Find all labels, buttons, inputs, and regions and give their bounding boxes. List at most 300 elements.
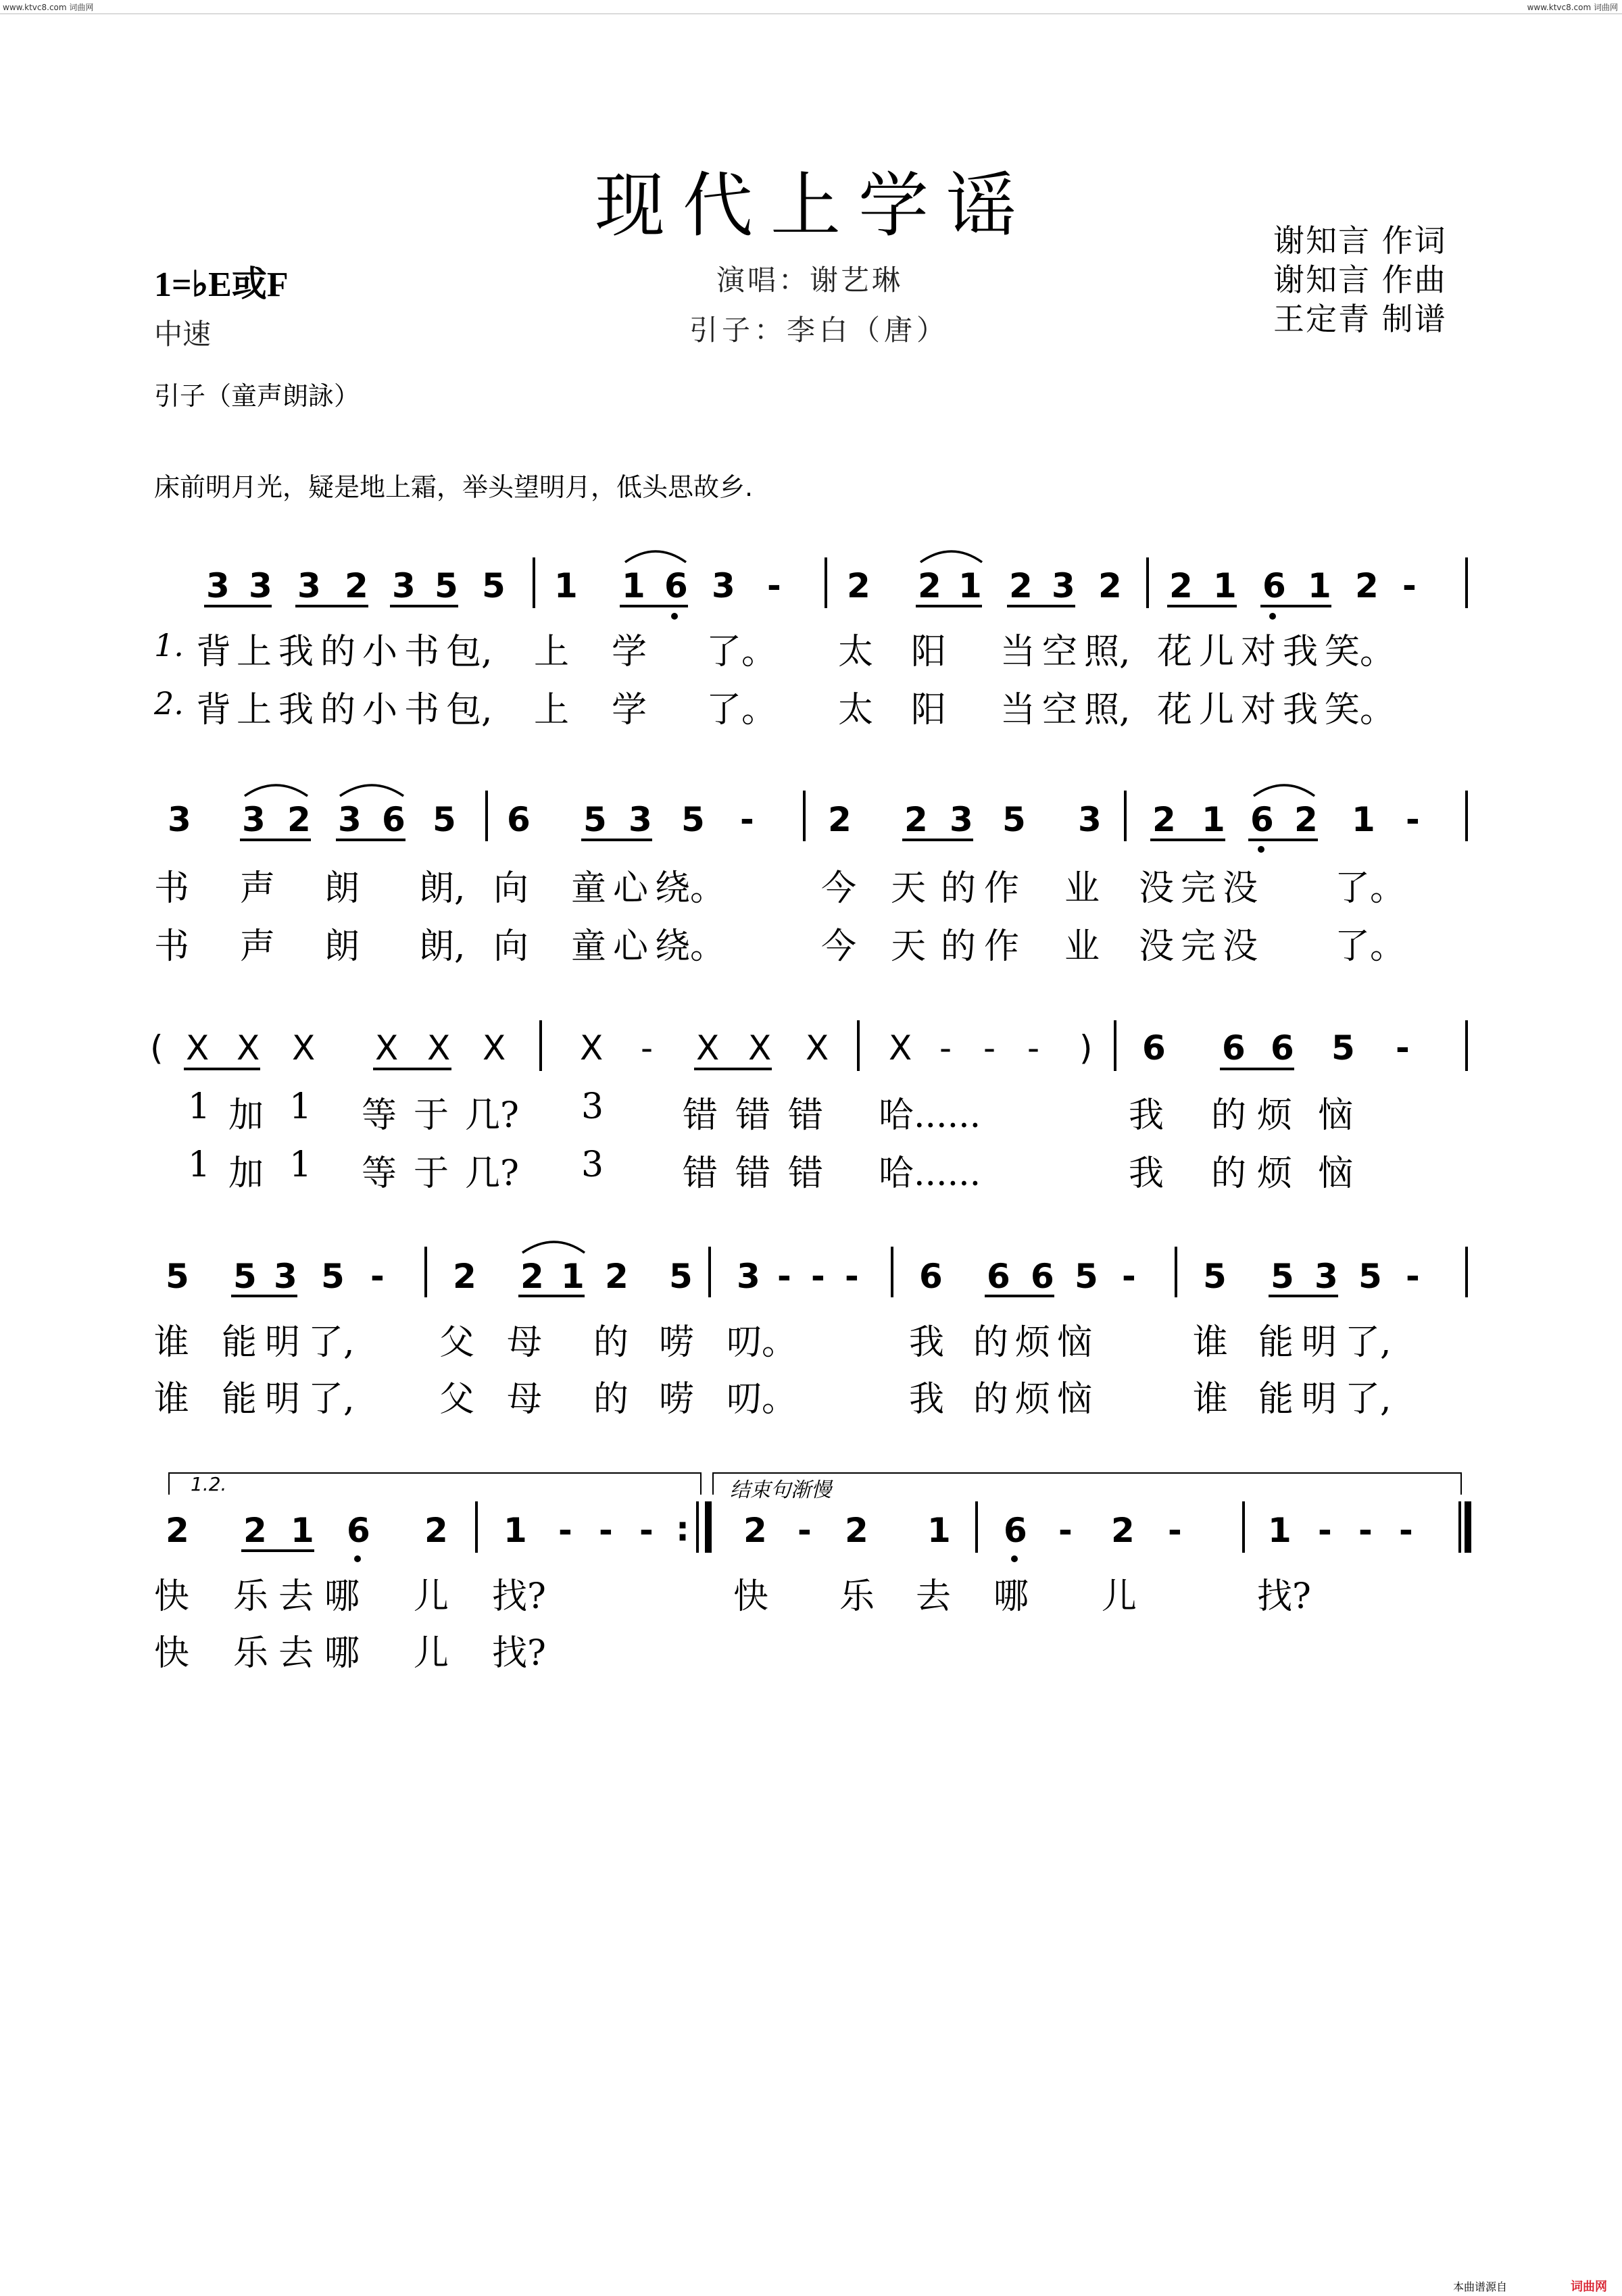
lyric: 唠 <box>659 1379 695 1420</box>
note: 1 <box>291 1511 314 1550</box>
note: 1 <box>1213 566 1237 605</box>
note: 3 <box>1314 1257 1338 1296</box>
lyric: 我 <box>278 690 314 730</box>
lyric: 学 <box>612 632 647 672</box>
lyric: 能 <box>222 1322 257 1363</box>
lyric: 照, <box>1084 632 1131 672</box>
note-dash: - <box>767 566 781 605</box>
site-watermark-right: www.ktvc8.com 词曲网 <box>1527 3 1618 12</box>
lyric: 加 <box>228 1095 264 1136</box>
note: 1 <box>958 566 982 605</box>
lyric: 了, <box>1345 1322 1392 1363</box>
repeat-end-barline <box>705 1501 712 1553</box>
lyric: 童 <box>571 868 607 909</box>
lyric: 小 <box>362 690 398 730</box>
lyric: 错 <box>788 1095 824 1136</box>
lyric: 快 <box>733 1576 769 1617</box>
lyric: 1 <box>289 1145 312 1185</box>
note: 1 <box>1268 1511 1292 1550</box>
lyric: 于 <box>414 1095 449 1136</box>
lyric: 了, <box>1345 1379 1392 1420</box>
note-dash: - <box>777 1257 791 1296</box>
lyric: 的 <box>593 1379 629 1420</box>
final-thin-barline <box>1458 1501 1461 1553</box>
lyric: 花 <box>1157 632 1193 672</box>
lyric: 哪 <box>993 1576 1029 1617</box>
note: 5 <box>482 566 506 605</box>
note-x: X <box>483 1028 506 1068</box>
repeat-end-thin-line <box>696 1501 699 1553</box>
key-signature: 1=♭E或F <box>154 266 289 304</box>
tie <box>245 785 308 796</box>
lyric: 哪 <box>324 1576 360 1617</box>
note: 6 <box>1004 1511 1027 1550</box>
note: 6 <box>1271 1028 1294 1068</box>
lyric: 的 <box>941 868 977 909</box>
note: 2 <box>1111 1511 1135 1550</box>
tie <box>625 551 686 562</box>
note-dash: - <box>811 1257 825 1296</box>
site-logo[interactable]: 词曲网 <box>1571 2280 1607 2294</box>
lyric: 错 <box>683 1095 718 1136</box>
note: 2 <box>453 1257 476 1296</box>
lyric: 今 <box>821 926 857 967</box>
note-x: X <box>806 1028 829 1068</box>
lyric: 了, <box>308 1379 355 1420</box>
note-dash: - <box>1399 1511 1413 1550</box>
note: 5 <box>321 1257 345 1296</box>
lyric: 绕。 <box>655 868 726 909</box>
note-dash: - <box>641 1028 654 1068</box>
note-dash: - <box>1406 1257 1420 1296</box>
lyric: 错 <box>683 1153 718 1194</box>
lyric: 谁 <box>154 1379 190 1420</box>
lyric: 去 <box>278 1576 314 1617</box>
note: 2 <box>1009 566 1033 605</box>
lyric: 没 <box>1223 868 1258 909</box>
lyric: 对 <box>1241 690 1277 730</box>
lyric: 今 <box>821 868 857 909</box>
note: 2 <box>243 1511 267 1550</box>
lyric: 父 <box>439 1379 475 1420</box>
lyric: 阳 <box>911 632 947 672</box>
lyric: 能 <box>222 1379 257 1420</box>
lyric: 明 <box>265 1379 301 1420</box>
note-dash: - <box>1168 1511 1182 1550</box>
lyric: 乐 <box>233 1633 269 1674</box>
site-watermark-left: www.ktvc8.com 词曲网 <box>3 3 94 12</box>
lyric: 业 <box>1064 868 1100 909</box>
lyric: 业 <box>1064 926 1100 967</box>
song-title: 现代上学谣 <box>595 164 1035 247</box>
final-thick-barline <box>1465 1501 1471 1553</box>
lyric: 的 <box>593 1322 629 1363</box>
note: 6 <box>1262 566 1286 605</box>
lyric: 找? <box>492 1576 546 1617</box>
lyric: 了。 <box>1335 926 1406 967</box>
note: 6 <box>507 800 531 839</box>
note: 3 <box>242 800 266 839</box>
verse-number: 2. <box>154 685 184 722</box>
lyric: 作 <box>984 868 1020 909</box>
arranger-credit: 王定青 制谱 <box>1273 301 1447 337</box>
lyric: 去 <box>916 1576 952 1617</box>
lyric: 乐 <box>233 1576 269 1617</box>
note: 2 <box>828 800 852 839</box>
lyric: 恼 <box>1318 1095 1354 1136</box>
note: 3 <box>168 800 191 839</box>
volta-bracket-1 <box>169 1473 701 1495</box>
note: 2 <box>166 1511 189 1550</box>
lyric: 错 <box>735 1153 771 1194</box>
note: 1 <box>927 1511 951 1550</box>
note: 1 <box>561 1257 585 1296</box>
note: 2 <box>1169 566 1193 605</box>
lyric: 乐 <box>839 1576 875 1617</box>
note-dash: - <box>1396 1028 1410 1068</box>
note: 1 <box>1308 566 1331 605</box>
lyric: 烦 <box>1257 1153 1293 1194</box>
note-x: X <box>186 1028 210 1068</box>
lyric: 当 <box>1000 690 1036 730</box>
note: 5 <box>583 800 607 839</box>
note: 5 <box>166 1257 189 1296</box>
lyric: 能 <box>1258 1379 1294 1420</box>
note: 5 <box>1358 1257 1382 1296</box>
volta-label-2: 结束句渐慢 <box>730 1478 831 1502</box>
lyric: 找? <box>492 1633 546 1674</box>
note: 6 <box>1222 1028 1246 1068</box>
note-x: X <box>748 1028 772 1068</box>
note: 2 <box>424 1511 448 1550</box>
note: 6 <box>347 1511 370 1550</box>
note: 3 <box>1052 566 1075 605</box>
note: 2 <box>847 566 870 605</box>
intro-poem: 床前明月光，疑是地上霜，举头望明月，低头思故乡. <box>154 472 754 502</box>
note: 6 <box>664 566 688 605</box>
lyric: 背 <box>196 632 232 672</box>
lyric: 朗 <box>324 926 360 967</box>
lyric: 儿 <box>1199 690 1235 730</box>
note: 6 <box>987 1257 1010 1296</box>
lyric: 儿 <box>414 1576 449 1617</box>
note: 1 <box>554 566 578 605</box>
lyric: 学 <box>612 690 647 730</box>
tie <box>920 551 982 562</box>
note: 3 <box>297 566 321 605</box>
lyric: 没 <box>1139 868 1175 909</box>
lyric: 笑。 <box>1325 690 1396 730</box>
note: 3 <box>737 1257 760 1296</box>
note-x: X <box>237 1028 260 1068</box>
lyric: 1 <box>188 1145 211 1185</box>
note: 5 <box>1331 1028 1355 1068</box>
lyric: 谁 <box>154 1322 190 1363</box>
note-dash: - <box>983 1028 996 1068</box>
note-dash: - <box>370 1257 385 1296</box>
lyric: 儿 <box>1102 1576 1137 1617</box>
note-x: X <box>375 1028 399 1068</box>
lyric: 去 <box>278 1633 314 1674</box>
note-x: X <box>580 1028 604 1068</box>
verse-number: 1. <box>154 627 184 664</box>
lyric: 当 <box>1000 632 1036 672</box>
lyric: 心 <box>613 926 649 967</box>
lyric: 我 <box>909 1379 945 1420</box>
lyric: 儿 <box>1199 632 1235 672</box>
lyric: 能 <box>1258 1322 1294 1363</box>
volta-bracket-2 <box>713 1473 1461 1495</box>
octave-dot <box>1258 846 1264 853</box>
lyric: 了, <box>308 1322 355 1363</box>
octave-dot <box>1269 613 1276 620</box>
lyric: 谁 <box>1193 1379 1229 1420</box>
lyric: 错 <box>735 1095 771 1136</box>
note: 2 <box>287 800 311 839</box>
lyric: 上 <box>237 632 272 672</box>
lyric: 1 <box>188 1087 211 1127</box>
lyric: 明 <box>1302 1379 1337 1420</box>
lyric: 背 <box>196 690 232 730</box>
lyric: 绕。 <box>655 926 726 967</box>
note: 5 <box>1075 1257 1098 1296</box>
note: 3 <box>712 566 735 605</box>
lyric: 花 <box>1157 690 1193 730</box>
lyric: 父 <box>439 1322 475 1363</box>
lyric: 没 <box>1223 926 1258 967</box>
lyric: 小 <box>362 632 398 672</box>
lyric: 于 <box>414 1153 449 1194</box>
lyric: 心 <box>613 868 649 909</box>
lyric: 书 <box>154 868 190 909</box>
lyric: 声 <box>240 926 276 967</box>
paren-open: ( <box>150 1028 164 1068</box>
lyric: 书 <box>404 690 440 730</box>
note: 5 <box>1203 1257 1227 1296</box>
lyric: 的 <box>973 1379 1009 1420</box>
footer-source-note: 本曲谱源自 <box>1453 2280 1508 2293</box>
note-dash: - <box>1027 1028 1040 1068</box>
lyric: 完 <box>1181 868 1216 909</box>
lyric: 加 <box>228 1153 264 1194</box>
note: 3 <box>249 566 272 605</box>
lyric: 了。 <box>706 690 777 730</box>
lyric: 的 <box>1211 1153 1247 1194</box>
lyric: 叨。 <box>727 1322 797 1363</box>
lyric: 上 <box>237 690 272 730</box>
note: 6 <box>1142 1028 1166 1068</box>
lyric: 向 <box>493 868 529 909</box>
lyric: 没 <box>1139 926 1175 967</box>
note: 2 <box>345 566 368 605</box>
note: 6 <box>1031 1257 1054 1296</box>
lyric: 太 <box>838 690 874 730</box>
lyric: 1 <box>289 1087 312 1127</box>
note: 1 <box>1352 800 1375 839</box>
paren-close: ) <box>1079 1028 1093 1068</box>
lyric: 我 <box>1129 1153 1164 1194</box>
lyric: 天 <box>891 926 927 967</box>
octave-dot <box>1011 1555 1018 1562</box>
intro-source: 引子：李白（唐） <box>689 314 950 347</box>
tie <box>340 785 403 796</box>
lyric: 上 <box>534 632 570 672</box>
note-dash: - <box>558 1511 572 1550</box>
lyric: 包, <box>446 690 493 730</box>
note: 2 <box>520 1257 544 1296</box>
lyric: 作 <box>984 926 1020 967</box>
lyric: 唠 <box>659 1322 695 1363</box>
note-x: X <box>292 1028 316 1068</box>
note: 5 <box>435 566 458 605</box>
lyric: 阳 <box>911 690 947 730</box>
lyric: 空 <box>1042 690 1078 730</box>
note: 3 <box>206 566 230 605</box>
lyric: 包, <box>446 632 493 672</box>
note: 5 <box>669 1257 693 1296</box>
tempo-marking: 中速 <box>154 318 212 351</box>
note-dash: - <box>845 1257 859 1296</box>
lyric: 完 <box>1181 926 1216 967</box>
note-x: X <box>427 1028 451 1068</box>
lyric: 的 <box>1211 1095 1247 1136</box>
note: 1 <box>1202 800 1225 839</box>
performer: 演唱：谢艺琳 <box>716 264 904 297</box>
note: 3 <box>274 1257 297 1296</box>
lyric: 母 <box>507 1379 543 1420</box>
lyric: 恼 <box>1057 1322 1093 1363</box>
lyric: 声 <box>240 868 276 909</box>
lyric: 书 <box>154 926 190 967</box>
lyric: 的 <box>320 690 356 730</box>
lyric: 恼 <box>1057 1379 1093 1420</box>
note: 2 <box>1098 566 1122 605</box>
lyric: 了。 <box>706 632 777 672</box>
note: 1 <box>503 1511 527 1550</box>
lyric: 叨。 <box>727 1379 797 1420</box>
lyric: 我 <box>1283 632 1319 672</box>
note: 3 <box>1078 800 1102 839</box>
intro-label: 引子（童声朗詠） <box>154 381 360 411</box>
lyric: 儿 <box>414 1633 449 1674</box>
note-dash: - <box>639 1511 654 1550</box>
note-dash: - <box>1358 1511 1373 1550</box>
note: 2 <box>605 1257 629 1296</box>
note-dash: - <box>797 1511 812 1550</box>
note-dash: - <box>1058 1511 1073 1550</box>
note: 1 <box>622 566 645 605</box>
note-dash: - <box>1318 1511 1332 1550</box>
lyric: 3 <box>581 1087 604 1127</box>
lyric: 朗, <box>419 926 466 967</box>
lyric: 快 <box>154 1633 190 1674</box>
note: 5 <box>433 800 456 839</box>
note: 6 <box>1250 800 1274 839</box>
lyric: 母 <box>507 1322 543 1363</box>
lyric: 的 <box>941 926 977 967</box>
note: 3 <box>392 566 416 605</box>
lyric: 的 <box>973 1322 1009 1363</box>
note-x: X <box>889 1028 912 1068</box>
note-dash: - <box>939 1028 952 1068</box>
lyric: 哈...... <box>879 1095 981 1136</box>
lyric: 几? <box>465 1095 519 1136</box>
lyric: 我 <box>1283 690 1319 730</box>
lyric: 天 <box>891 868 927 909</box>
lyric: 向 <box>493 926 529 967</box>
lyric: 谁 <box>1193 1322 1229 1363</box>
note: 2 <box>1152 800 1176 839</box>
note: 2 <box>1355 566 1379 605</box>
lyric: 照, <box>1084 690 1131 730</box>
note: 2 <box>904 800 928 839</box>
lyric: 烦 <box>1015 1322 1051 1363</box>
octave-dot <box>354 1555 361 1562</box>
lyric: 了。 <box>1335 868 1406 909</box>
note: 2 <box>918 566 941 605</box>
note: 6 <box>382 800 406 839</box>
lyric: 快 <box>154 1576 190 1617</box>
note-dash: - <box>1406 800 1420 839</box>
lyric: 错 <box>788 1153 824 1194</box>
lyric: 等 <box>362 1153 397 1194</box>
lyric: 明 <box>265 1322 301 1363</box>
note: 2 <box>743 1511 767 1550</box>
note-dash: - <box>740 800 754 839</box>
lyric: 朗 <box>324 868 360 909</box>
lyric: 我 <box>1129 1095 1164 1136</box>
lyric: 哈...... <box>879 1153 981 1194</box>
lyric: 空 <box>1042 632 1078 672</box>
lyric: 我 <box>909 1322 945 1363</box>
lyric: 朗, <box>419 868 466 909</box>
lyric: 笑。 <box>1325 632 1396 672</box>
note: 3 <box>629 800 652 839</box>
note: 3 <box>338 800 362 839</box>
lyric: 书 <box>404 632 440 672</box>
lyric: 几? <box>465 1153 519 1194</box>
lyric: 烦 <box>1257 1095 1293 1136</box>
note-dash: - <box>599 1511 613 1550</box>
note: 5 <box>1002 800 1026 839</box>
lyric: 明 <box>1302 1322 1337 1363</box>
lyric: 找? <box>1257 1576 1311 1617</box>
tie <box>1254 785 1314 796</box>
note-x: X <box>696 1028 720 1068</box>
composer-credit: 谢知言 作曲 <box>1273 261 1447 298</box>
note: 2 <box>845 1511 868 1550</box>
volta-label-1: 1.2. <box>191 1473 227 1495</box>
lyric: 恼 <box>1318 1153 1354 1194</box>
octave-dot <box>671 613 678 620</box>
lyric: 上 <box>534 690 570 730</box>
note: 5 <box>233 1257 257 1296</box>
lyric: 3 <box>581 1145 604 1185</box>
note-dash: - <box>1122 1257 1136 1296</box>
note: 6 <box>919 1257 943 1296</box>
note: 3 <box>950 800 973 839</box>
lyricist-credit: 谢知言 作词 <box>1273 222 1447 259</box>
tie <box>522 1242 585 1253</box>
note: 5 <box>681 800 705 839</box>
lyric: 的 <box>320 632 356 672</box>
note-dash: - <box>1402 566 1417 605</box>
repeat-colon: : <box>676 1509 689 1549</box>
lyric: 对 <box>1241 632 1277 672</box>
lyric: 等 <box>362 1095 397 1136</box>
lyric: 童 <box>571 926 607 967</box>
lyric: 太 <box>838 632 874 672</box>
